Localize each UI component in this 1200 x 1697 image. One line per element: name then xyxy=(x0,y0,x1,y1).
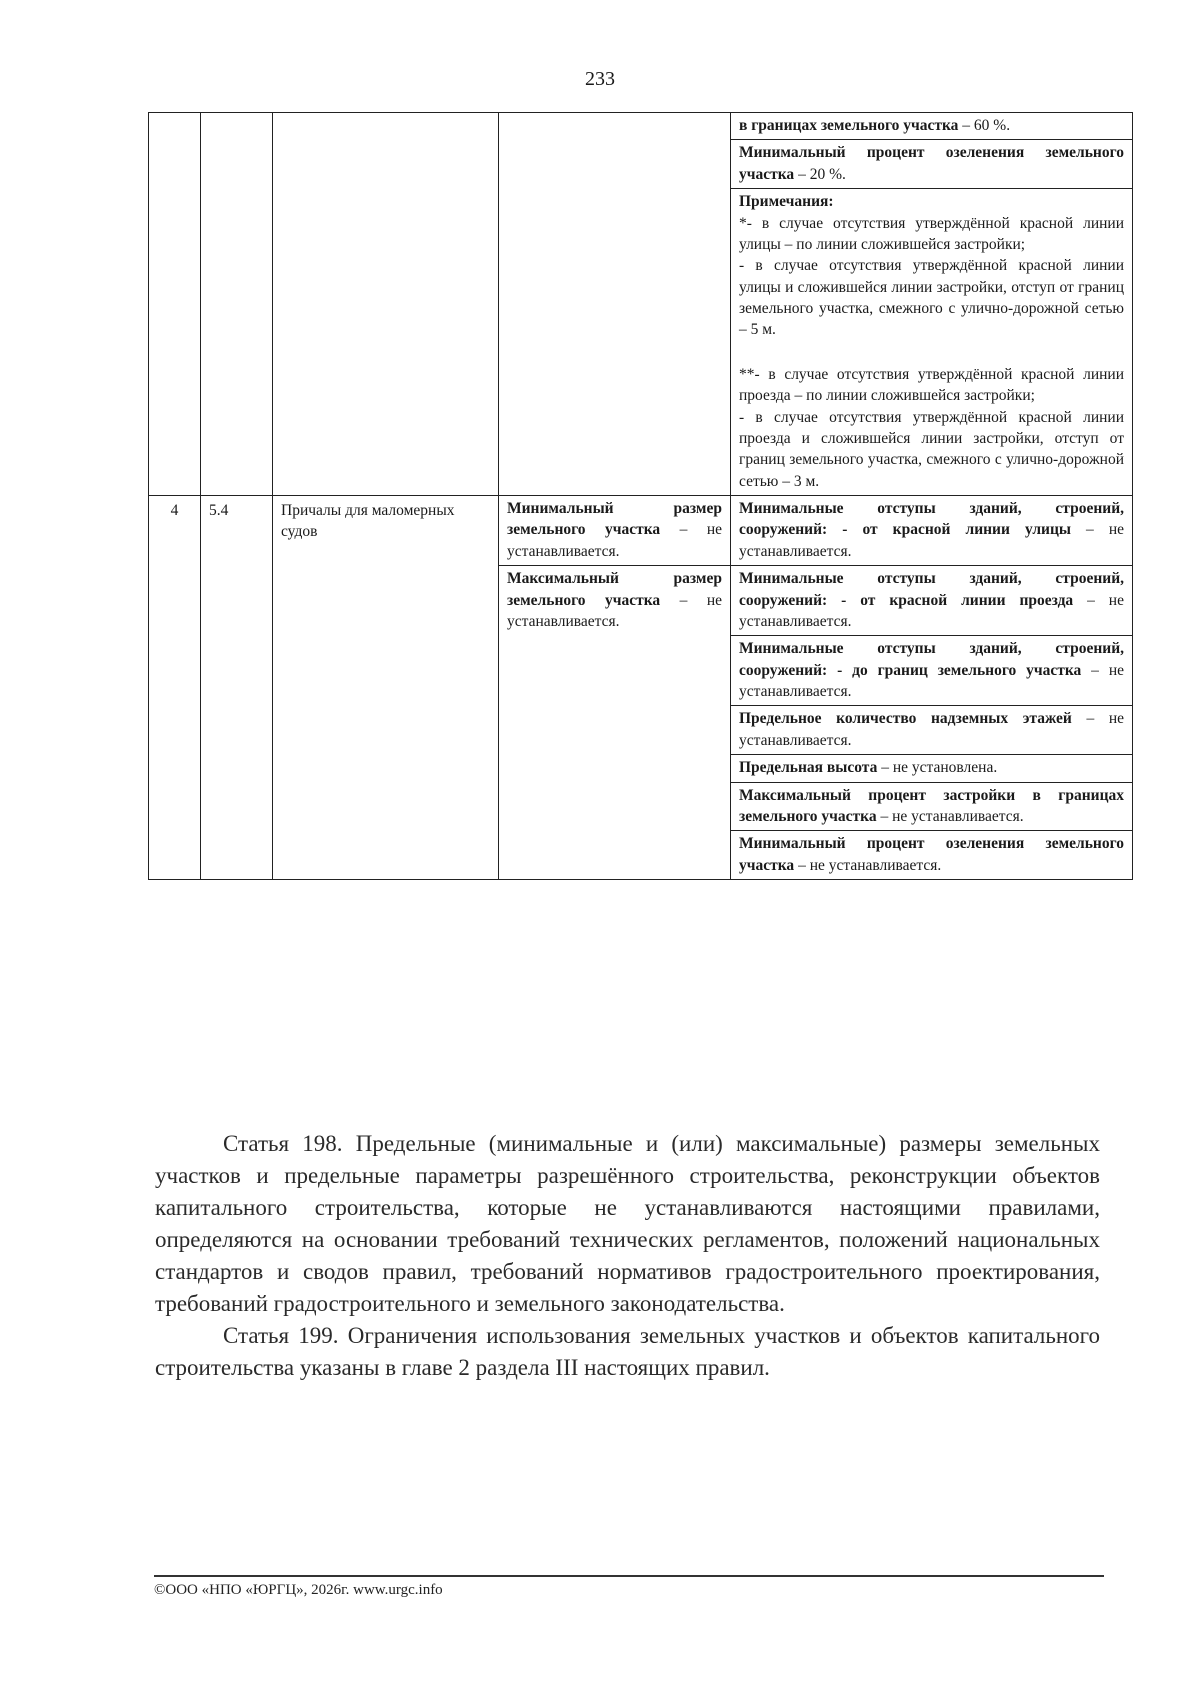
table-row xyxy=(149,496,1133,880)
param-cell: Минимальные отступы зданий, строений, сооружений: - от красной линии улицы – не устанавливается. xyxy=(739,500,1124,560)
footer-copyright: ©ООО «НПО «ЮРГЦ», 2026г. www.urgc.info xyxy=(154,1582,443,1598)
note-item: - в случае отсутствия утверждённой красной линии улицы и сложившейся линии застройки, отступ от границ земельного участка, смежного с улично-дорожной сетью – 5 м. xyxy=(739,257,1124,339)
footer-divider xyxy=(154,1575,1104,1577)
regulations-table xyxy=(148,112,1133,880)
size-cell: Максимальный размер земельного участка – не устанавливается. xyxy=(499,565,730,635)
table-cell-params xyxy=(731,113,1133,496)
param-cell: Минимальные отступы зданий, строений, сооружений: - до границ земельного участка – не устанавливается. xyxy=(731,635,1132,705)
param-cell: Минимальный процент озеленения земельного участка – не устанавливается. xyxy=(731,830,1132,879)
row-code: 5.4 xyxy=(201,496,273,880)
table-row xyxy=(149,113,1133,496)
param-cell: Минимальный процент озеленения земельного участка – 20 %. xyxy=(731,139,1132,188)
table-cell-sizes xyxy=(499,113,731,496)
table-cell-sizes xyxy=(499,496,731,880)
table-cell-code xyxy=(201,113,273,496)
article-198: Статья 198. Предельные (минимальные и (или) максимальные) размеры земельных участков и предельные параметры разрешённого строительства, реконструкции объектов капитального строительства, которые не устанавливаются настоящими правилами, определяются на основании требований технических регламентов, положений национальных стандартов и сводов правил, требований нормативов градостроительного проектирования, требований градостроительного и земельного законодательства. xyxy=(155,1131,1100,1316)
table-cell-name xyxy=(273,113,499,496)
row-number: 4 xyxy=(149,496,201,880)
table-cell-num xyxy=(149,113,201,496)
param-cell: Максимальный процент застройки в границах земельного участка – не устанавливается. xyxy=(731,782,1132,831)
article-199: Статья 199. Ограничения использования земельных участков и объектов капитального строительства указаны в главе 2 раздела III настоящих правил. xyxy=(155,1323,1100,1380)
param-cell: Минимальные отступы зданий, строений, сооружений: - от красной линии проезда – не устанавливается. xyxy=(731,565,1132,635)
param-cell: Предельная высота – не установлена. xyxy=(731,754,1132,781)
notes-title: Примечания: xyxy=(739,193,834,211)
param-cell: Предельное количество надземных этажей – не устанавливается. xyxy=(731,705,1132,754)
notes-cell xyxy=(731,188,1132,495)
row-name: Причалы для маломерных судов xyxy=(273,496,499,880)
param-cell: в границах земельного участка – 60 %. xyxy=(739,117,1011,134)
articles xyxy=(155,1128,1100,1384)
note-item: **- в случае отсутствия утверждённой красной линии проезда – по линии сложившейся застройки; xyxy=(739,365,1124,405)
note-item: *- в случае отсутствия утверждённой красной линии улицы – по линии сложившейся застройки; xyxy=(739,214,1124,253)
size-cell: Минимальный размер земельного участка – не устанавливается. xyxy=(507,500,722,560)
note-item: - в случае отсутствия утверждённой красной линии проезда и сложившейся линии застройки, отступ от границ земельного участка, смежного с улично-дорожной сетью – 3 м. xyxy=(739,408,1124,490)
table-cell-params xyxy=(731,496,1133,880)
page-number: 233 xyxy=(585,68,615,90)
